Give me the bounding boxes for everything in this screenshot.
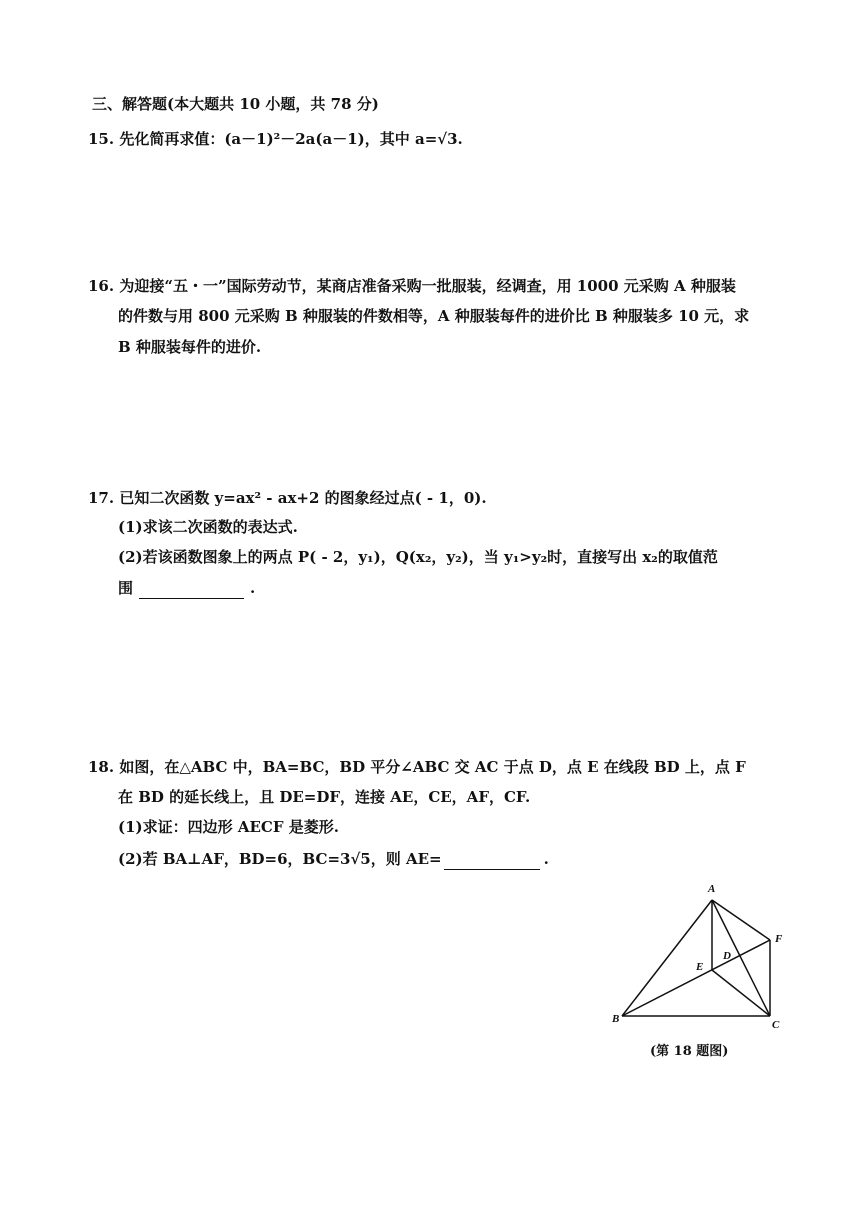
label-E: E — [696, 961, 704, 973]
question-18-part1: (1)求证：四边形 AECF 是菱形. — [118, 818, 339, 836]
answer-prefix: (2)若 BA⊥AF，BD=6，BC=3√5，则 AE= — [118, 850, 442, 868]
label-C: C — [772, 1019, 780, 1031]
segment-AB — [622, 900, 712, 1016]
label-F: F — [775, 933, 783, 945]
geometry-figure — [600, 876, 800, 1032]
answer-suffix: . — [250, 579, 256, 597]
label-A: A — [708, 883, 716, 895]
question-17-part1: (1)求该二次函数的表达式. — [118, 518, 298, 536]
segment-CE — [712, 970, 770, 1016]
label-B: B — [612, 1013, 620, 1025]
question-16-line2: 的件数与用 800 元采购 B 种服装的件数相等，A 种服装每件的进价比 B 种服装多 10 元，求 — [118, 307, 750, 325]
question-16-line3: B 种服装每件的进价. — [118, 338, 262, 356]
question-18-part2 — [118, 849, 549, 870]
question-18-line2: 在 BD 的延长线上，且 DE=DF，连接 AE，CE，AF，CF. — [118, 788, 531, 806]
answer-suffix: . — [543, 850, 549, 868]
question-17-answer-line — [118, 578, 255, 599]
segment-BF — [622, 940, 770, 1016]
label-D: D — [723, 950, 731, 962]
question-16-line1: 16. 为迎接“五・一”国际劳动节，某商店准备采购一批服装，经调查，用 1000 元采购 A 种服装 — [88, 277, 736, 295]
section-heading: 三、解答题(本大题共 10 小题，共 78 分) — [92, 95, 379, 113]
segment-AF — [712, 900, 770, 940]
question-18-line1: 18. 如图，在△ABC 中，BA=BC，BD 平分∠ABC 交 AC 于点 D，点 E 在线段 BD 上，点 F — [88, 758, 746, 776]
answer-prefix: 围 — [118, 579, 134, 597]
answer-blank[interactable] — [444, 849, 540, 870]
question-17-line1: 17. 已知二次函数 y=ax² - ax+2 的图象经过点( - 1，0). — [88, 489, 487, 507]
question-15: 15. 先化简再求值：(a－1)²－2a(a－1)，其中 a=√3. — [88, 130, 463, 148]
figure-caption: (第 18 题图) — [650, 1044, 729, 1059]
answer-blank[interactable] — [139, 578, 244, 599]
question-17-part2: (2)若该函数图象上的两点 P( - 2，y₁)，Q(x₂，y₂)，当 y₁>y₂时，直接写出 x₂的取值范 — [118, 548, 718, 566]
segment-AC — [712, 900, 770, 1016]
